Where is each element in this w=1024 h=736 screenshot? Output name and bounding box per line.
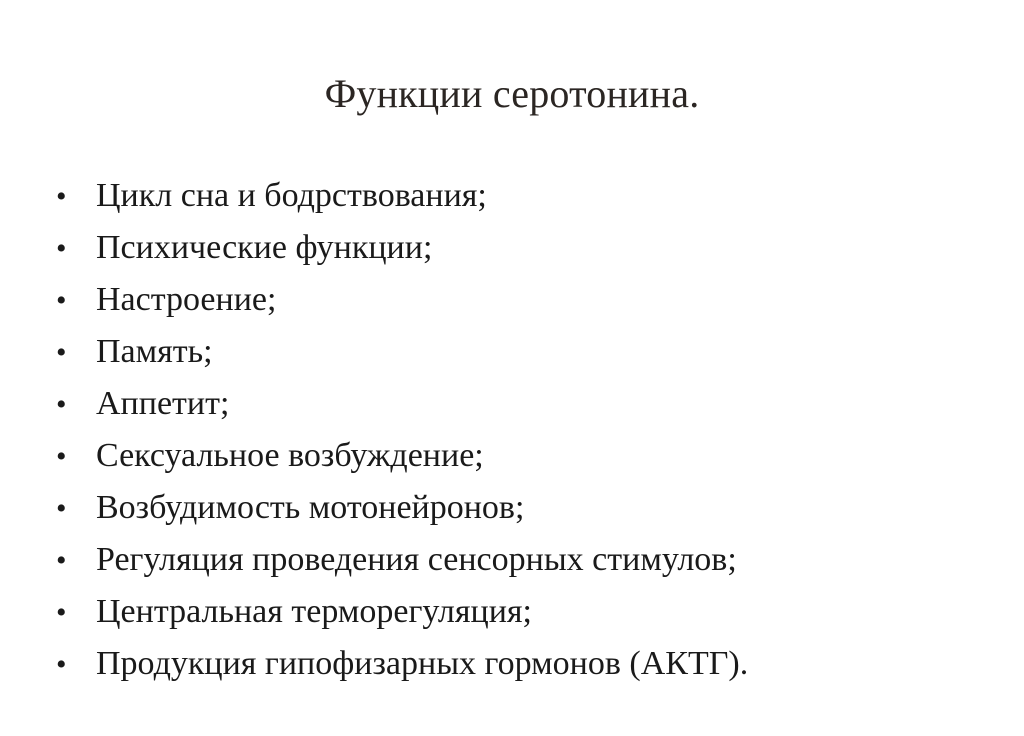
list-item-text: Память; — [96, 333, 213, 370]
bullet-icon: • — [56, 544, 67, 577]
list-item — [56, 326, 748, 378]
bullet-icon: • — [56, 232, 67, 265]
bullet-icon: • — [56, 180, 67, 213]
bullet-icon: • — [56, 284, 67, 317]
slide-title: Функции серотонина. — [324, 71, 700, 116]
functions-list — [56, 170, 748, 690]
list-item — [56, 378, 748, 430]
bullet-icon: • — [56, 388, 67, 421]
list-item — [56, 534, 748, 586]
list-item — [56, 274, 748, 326]
list-item — [56, 170, 748, 222]
list-item-text: Цикл сна и бодрствования; — [96, 177, 487, 214]
list-item — [56, 430, 748, 482]
list-item — [56, 638, 748, 690]
list-item-text: Настроение; — [96, 281, 277, 318]
bullet-icon: • — [56, 336, 67, 369]
list-item-text: Возбудимость мотонейронов; — [96, 489, 525, 526]
list-item-text: Регуляция проведения сенсорных стимулов; — [96, 541, 737, 578]
list-item-text: Продукция гипофизарных гормонов (АКТГ). — [96, 645, 749, 682]
list-item-text: Центральная терморегуляция; — [96, 593, 532, 630]
list-item-text: Сексуальное возбуждение; — [96, 437, 484, 474]
list-item-text: Аппетит; — [96, 385, 230, 422]
bullet-icon: • — [56, 596, 67, 629]
bullet-icon: • — [56, 492, 67, 525]
list-item — [56, 586, 748, 638]
list-item-text: Психические функции; — [96, 229, 433, 266]
list-item — [56, 482, 748, 534]
bullet-icon: • — [56, 440, 67, 473]
list-item — [56, 222, 748, 274]
bullet-icon: • — [56, 648, 67, 681]
